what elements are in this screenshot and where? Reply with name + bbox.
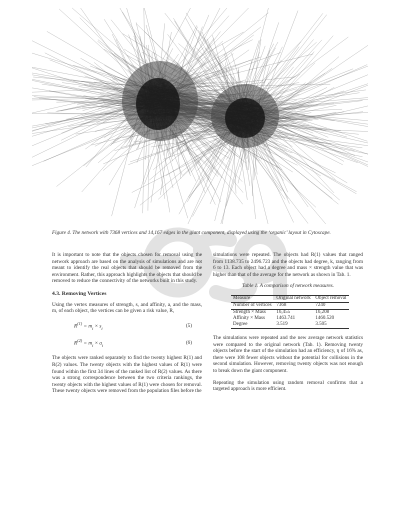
network-measures-table xyxy=(231,295,349,329)
network-edge-lines xyxy=(32,8,368,224)
results-paragraph: The simulations were repeated and the new average network statistics were compared to the original network (Tab. 1). Removing twenty objects before the start of the simulation had an efficiency, η of 16% as, there were 108 fewer objects without the potential for collisions in the second simulation. However, removing twenty objects was not enough to break down the giant component. xyxy=(213,334,363,374)
table-cell: 7240 xyxy=(313,302,349,309)
equation-5-expression: $R^{(1)} = m_i \times s_i$ xyxy=(74,320,103,331)
figure-caption: Figure 4. The network with 7368 vertices and 14,167 edges in the giant component, displayed using the ‘organic’ layout in Cytoscape. xyxy=(52,230,331,236)
network-cluster-left xyxy=(122,61,198,141)
table-cell: 16,455 xyxy=(276,309,291,315)
table-cell: 3.519 xyxy=(274,322,313,329)
network-cluster-right xyxy=(211,84,279,148)
table-cell: Degree xyxy=(231,322,274,329)
risk-paragraph: Using the vertex measures of strength, s, and affinity, a, and the mass, m, of each object, the vertices can be given a risk value, R, xyxy=(52,301,202,315)
table-cell: Strength × Mass xyxy=(233,309,266,315)
simulation-paragraph: simulations were repeated. The objects had R(1) values that ranged from 1138.735 to 2496.723 and the objects had degree, k, ranging from 6 to 13. Each object had a degree and mass × strength value that was higher than that of the average for the network as shown in Tab. 1. xyxy=(213,252,363,278)
equation-6-expression: $R^{(2)} = m_i \times a_i$ xyxy=(74,338,104,348)
table-cell: 7368 xyxy=(274,302,313,309)
table-header-cell: Original network xyxy=(274,295,313,302)
table-caption: Table 1. A comparison of network measures. xyxy=(242,283,334,290)
equation-5-number: (5) xyxy=(185,323,192,330)
table-cell: Number of vertices xyxy=(231,302,274,309)
network-edges xyxy=(32,8,368,224)
network-figure xyxy=(30,6,370,226)
right-column xyxy=(213,252,363,398)
table-header-cell: Measure xyxy=(231,295,274,302)
equation-6-number: (6) xyxy=(185,340,192,347)
conclusion-paragraph: Repeating the simulation using random removal confirms that a targeted approach is more efficient. xyxy=(213,379,363,393)
table-row xyxy=(231,322,349,329)
table-cell: 1460.520 xyxy=(315,315,335,321)
table-row xyxy=(231,302,349,309)
table-cell: 3.505 xyxy=(313,322,349,329)
table-header-row xyxy=(231,295,349,302)
table-header-cell: Object removal xyxy=(313,295,349,302)
left-column xyxy=(52,252,202,400)
table-cell: 16,208 xyxy=(315,309,330,315)
section-heading: 4.3. Removing Vertices xyxy=(52,290,107,297)
equation-6 xyxy=(74,338,192,349)
table-row xyxy=(231,316,349,322)
table-cell: Affinity × Mass xyxy=(233,315,265,321)
equation-5 xyxy=(74,321,192,332)
intro-paragraph: It is important to note that the objects chosen for removal using the network approach are based on the analysis of simulations and are not meant to identify the real objects that should be removed from the environment. Rather, this approach highlights the objects that should be removed to reduce the connectivity of the networks built in this study. xyxy=(52,252,202,285)
table-cell: 1463.741 xyxy=(276,315,296,321)
ranking-paragraph: The objects were ranked separately to find the twenty highest R(1) and R(2) values. The twenty objects with the highest values of R(1) were found within the first 34 lines of the ranked list of R(2) values. As there was a strong correspondence between the two criteria rankings, the twenty objects with the highest values of R(1) were chosen for removal. These twenty objects were removed from the population files before the xyxy=(52,355,202,395)
